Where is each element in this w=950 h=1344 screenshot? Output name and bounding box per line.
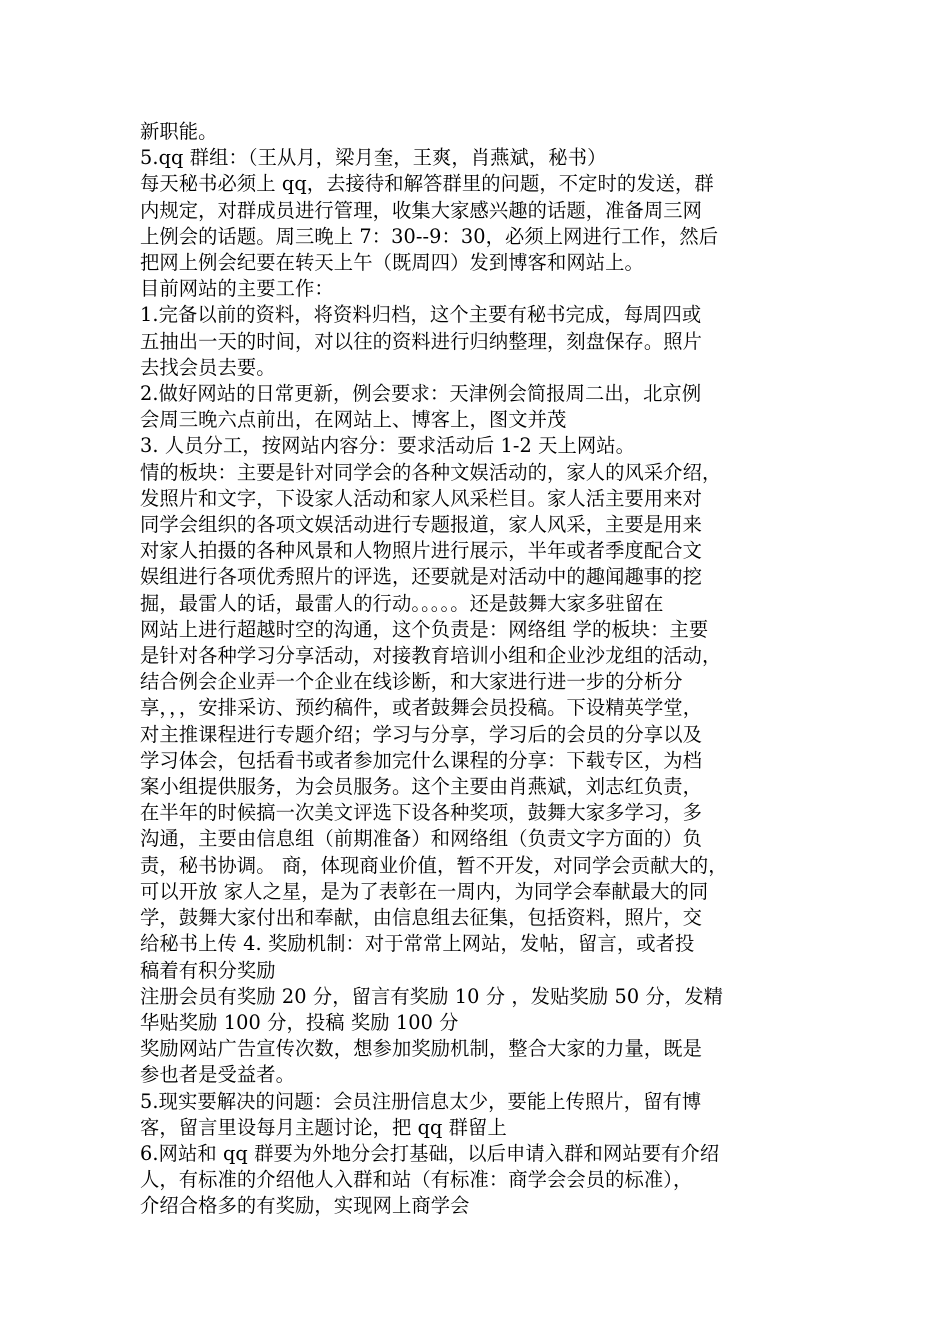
paragraph-reward-points: [140, 984, 820, 1036]
text-line: 是针对各种学习分享活动，对接教育培训小组和企业沙龙组的活动，: [140, 644, 722, 668]
text-line: 参也者是受益者。: [140, 1063, 296, 1087]
text-line: 同学会组织的各项文娱活动进行专题报道，家人风采，主要是用来: [140, 513, 703, 537]
text-line: 人，有标准的介绍他人入群和站（有标准：商学会会员的标准），: [140, 1168, 693, 1192]
text-line: 责，秘书协调。 商，体现商业价值，暂不开发，对同学会贡献大的，: [140, 853, 728, 877]
paragraph-qq-group-duties: [140, 171, 820, 276]
text-line: 学习体会，包括看书或者参加完什么课程的分享：下载专区，为档: [140, 748, 703, 772]
text-line: 华贴奖励 100 分，投稿 奖励 100 分: [140, 1010, 459, 1034]
paragraph-item-1: [140, 302, 820, 381]
text-line: 内规定，对群成员进行管理，收集大家感兴趣的话题，准备周三网: [140, 198, 703, 222]
text-line: 情的板块：主要是针对同学会的各种文娱活动的，家人的风采介绍，: [140, 460, 722, 484]
paragraph-item-2: [140, 381, 820, 433]
paragraph-item-5: [140, 1089, 820, 1141]
text-line: 对家人拍摄的各种风景和人物照片进行展示，半年或者季度配合文: [140, 539, 703, 563]
text-line: 每天秘书必须上 qq，去接待和解答群里的问题，不定时的发送，群: [140, 172, 714, 196]
text-line: 可以开放 家人之星，是为了表彰在一周内，为同学会奉献最大的同: [140, 879, 709, 903]
text-line: 五抽出一天的时间，对以往的资料进行归纳整理，刻盘保存。照片: [140, 329, 703, 353]
text-line: 目前网站的主要工作：: [140, 277, 334, 301]
text-line: 沟通，主要由信息组（前期准备）和网络组（负责文字方面的）负: [140, 827, 703, 851]
text-line: 上例会的话题。周三晚上 7：30--9：30，必须上网进行工作，然后: [140, 224, 719, 248]
text-line: 介绍合格多的有奖励，实现网上商学会: [140, 1194, 470, 1218]
text-line: 2.做好网站的日常更新，例会要求：天津例会简报周二出，北京例: [140, 382, 702, 406]
text-line: 学，鼓舞大家付出和奉献，由信息组去征集，包括资料，照片，交: [140, 906, 703, 930]
paragraph-item-6: [140, 1141, 820, 1220]
document-body: [140, 119, 820, 1220]
text-line: 给秘书上传 4. 奖励机制：对于常常上网站，发帖，留言，或者投: [140, 932, 695, 956]
text-line: 1.完备以前的资料，将资料归档，这个主要有秘书完成，每周四或: [140, 303, 702, 327]
text-line: 6.网站和 qq 群要为外地分会打基础，以后申请入群和网站要有介绍: [140, 1141, 720, 1165]
text-line: 对主推课程进行专题介绍；学习与分享，学习后的会员的分享以及: [140, 722, 703, 746]
paragraph-item-3: [140, 433, 820, 459]
text-line: 娱组进行各项优秀照片的评选，还要就是对活动中的趣闻趣事的挖: [140, 565, 703, 589]
paragraph-sections: [140, 460, 820, 984]
text-line: 结合例会企业弄一个企业在线诊断，和大家进行进一步的分析分: [140, 670, 683, 694]
text-line: 5.现实要解决的问题：会员注册信息太少，要能上传照片，留有博: [140, 1089, 702, 1113]
text-line: 把网上例会纪要在转天上午（既周四）发到博客和网站上。: [140, 251, 644, 275]
paragraph-website-work-heading: [140, 276, 820, 302]
text-line: 5.qq 群组：（王从月，梁月奎，王爽，肖燕斌，秘书）: [140, 146, 607, 170]
text-line: 掘，最雷人的话，最雷人的行动。。。。。还是鼓舞大家多驻留在: [140, 591, 664, 615]
text-line: 稿着有积分奖励: [140, 958, 276, 982]
paragraph-reward-ads: [140, 1036, 820, 1088]
text-line: 客，留言里设每月主题讨论，把 qq 群留上: [140, 1115, 507, 1139]
text-line: 在半年的时候搞一次美文评选下设各种奖项，鼓舞大家多学习，多: [140, 801, 703, 825]
text-line: 奖励网站广告宣传次数，想参加奖励机制，整合大家的力量，既是: [140, 1037, 703, 1061]
text-line: 网站上进行超越时空的沟通，这个负责是：网络组 学的板块：主要: [140, 617, 709, 641]
text-line: 去找会员去要。: [140, 355, 276, 379]
text-line: 发照片和文字，下设家人活动和家人风采栏目。家人活主要用来对: [140, 486, 703, 510]
text-line: 案小组提供服务，为会员服务。这个主要由肖燕斌，刘志红负责，: [140, 775, 703, 799]
text-line: 注册会员有奖励 20 分，留言有奖励 10 分 ，发贴奖励 50 分，发精: [140, 984, 723, 1008]
text-line: 会周三晚六点前出，在网站上、博客上，图文并茂: [140, 408, 567, 432]
paragraph-qq-group-heading: [140, 145, 820, 171]
text-line: 3. 人员分工，按网站内容分：要求活动后 1-2 天上网站。: [140, 434, 636, 458]
text-line: 享，，，安排采访、预约稿件，或者鼓舞会员投稿。下设精英学堂，: [140, 696, 703, 720]
paragraph-new-duties: [140, 119, 820, 145]
text-line: 新职能。: [140, 120, 218, 143]
